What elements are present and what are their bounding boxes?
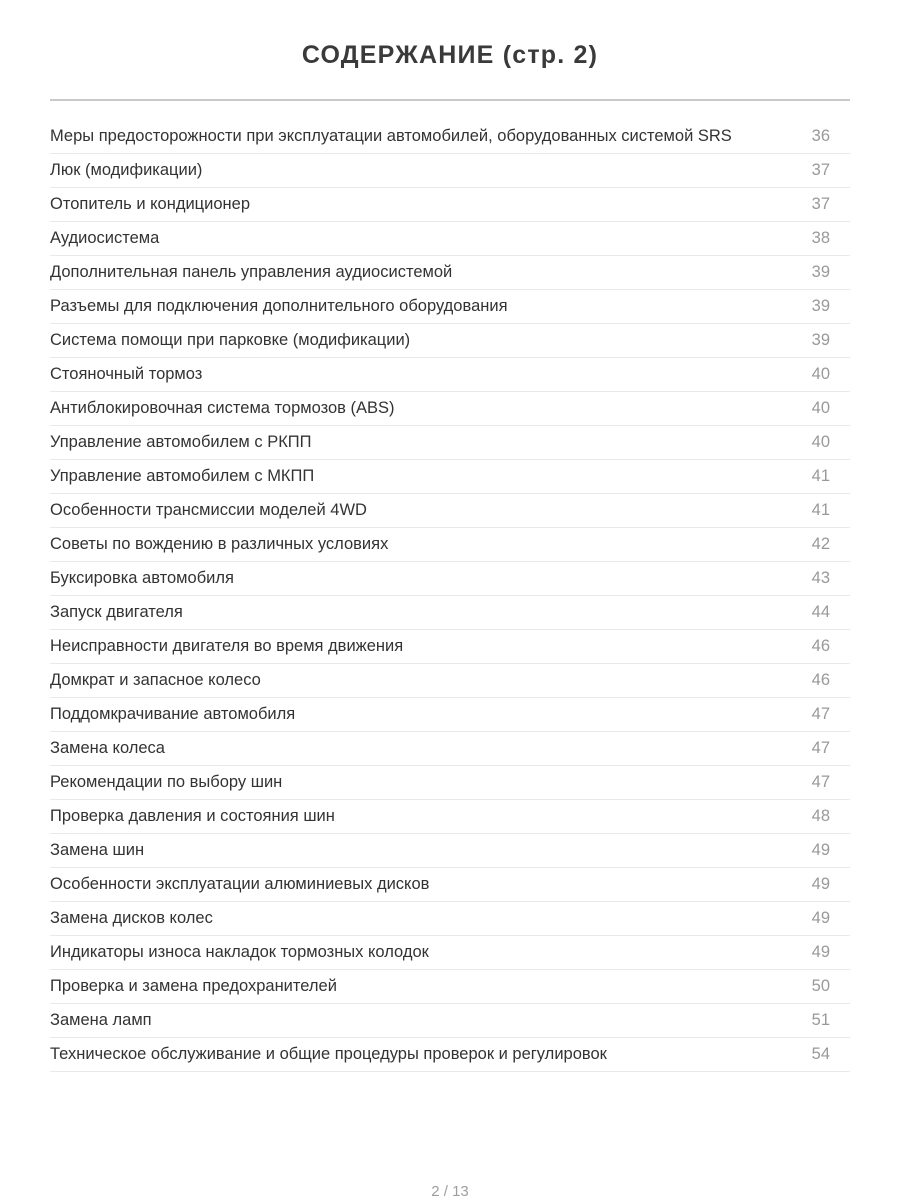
- toc-item-page: 37: [811, 161, 830, 179]
- toc-row: [50, 358, 850, 392]
- toc-row: [50, 1038, 850, 1072]
- toc-item-page: 40: [811, 365, 830, 383]
- toc-item-label: Проверка давления и состояния шин: [50, 807, 335, 825]
- document-page: [0, 42, 900, 1200]
- toc-row: [50, 800, 850, 834]
- toc-item-label: Меры предосторожности при эксплуатации автомобилей, оборудованных системой SRS: [50, 127, 732, 145]
- toc-item-label: Запуск двигателя: [50, 603, 183, 621]
- toc-row: [50, 460, 850, 494]
- toc-row: [50, 732, 850, 766]
- toc-row: [50, 324, 850, 358]
- toc-item-page: 38: [811, 229, 830, 247]
- toc-item-page: 47: [811, 739, 830, 757]
- toc-item-label: Замена ламп: [50, 1011, 152, 1029]
- toc-item-label: Рекомендации по выбору шин: [50, 773, 283, 791]
- toc-item-page: 48: [811, 807, 830, 825]
- title-divider: [50, 99, 850, 101]
- toc-row: [50, 392, 850, 426]
- toc-row: [50, 936, 850, 970]
- toc-item-page: 41: [811, 501, 830, 519]
- toc-item-page: 47: [811, 705, 830, 723]
- toc-item-label: Управление автомобилем с РКПП: [50, 433, 312, 451]
- toc-row: [50, 154, 850, 188]
- toc-item-label: Замена колеса: [50, 739, 165, 757]
- toc-row: [50, 1004, 850, 1038]
- toc-item-label: Поддомкрачивание автомобиля: [50, 705, 296, 723]
- toc-row: [50, 596, 850, 630]
- toc-item-page: 49: [811, 841, 830, 859]
- toc-row: [50, 868, 850, 902]
- toc-item-label: Аудиосистема: [50, 229, 160, 247]
- toc-row: [50, 528, 850, 562]
- toc-row: [50, 766, 850, 800]
- toc-row: [50, 120, 850, 154]
- toc-item-page: 51: [811, 1011, 830, 1029]
- toc-item-label: Антиблокировочная система тормозов (ABS): [50, 399, 395, 417]
- toc-item-label: Отопитель и кондиционер: [50, 195, 250, 213]
- toc-row: [50, 494, 850, 528]
- toc-item-page: 36: [811, 127, 830, 145]
- toc-row: [50, 834, 850, 868]
- toc-item-page: 39: [811, 263, 830, 281]
- toc-item-page: 54: [811, 1045, 830, 1063]
- toc-item-page: 39: [811, 331, 830, 349]
- toc-item-label: Советы по вождению в различных условиях: [50, 535, 389, 553]
- toc-item-label: Особенности трансмиссии моделей 4WD: [50, 501, 367, 519]
- toc-item-page: 50: [811, 977, 830, 995]
- toc-row: [50, 222, 850, 256]
- toc-item-label: Домкрат и запасное колесо: [50, 671, 261, 689]
- toc-row: [50, 256, 850, 290]
- toc-item-label: Дополнительная панель управления аудиосистемой: [50, 263, 453, 281]
- toc-item-label: Люк (модификации): [50, 161, 203, 179]
- toc-item-label: Стояночный тормоз: [50, 365, 203, 383]
- toc-item-label: Особенности эксплуатации алюминиевых дисков: [50, 875, 430, 893]
- toc-item-page: 44: [811, 603, 830, 621]
- toc-item-page: 40: [811, 399, 830, 417]
- toc-item-page: 49: [811, 943, 830, 961]
- toc-item-label: Замена дисков колес: [50, 909, 213, 927]
- toc-item-page: 46: [811, 637, 830, 655]
- toc-item-label: Управление автомобилем с МКПП: [50, 467, 315, 485]
- toc-item-label: Разъемы для подключения дополнительного оборудования: [50, 297, 508, 315]
- toc-row: [50, 630, 850, 664]
- toc-row: [50, 426, 850, 460]
- toc-row: [50, 664, 850, 698]
- toc-item-page: 41: [811, 467, 830, 485]
- toc-row: [50, 970, 850, 1004]
- toc-item-page: 37: [811, 195, 830, 213]
- toc-item-page: 47: [811, 773, 830, 791]
- toc-item-label: Индикаторы износа накладок тормозных колодок: [50, 943, 429, 961]
- toc-row: [50, 188, 850, 222]
- toc-row: [50, 698, 850, 732]
- toc-item-label: Техническое обслуживание и общие процедуры проверок и регулировок: [50, 1045, 607, 1063]
- toc-item-label: Система помощи при парковке (модификации): [50, 331, 411, 349]
- toc-item-page: 42: [811, 535, 830, 553]
- toc-item-page: 40: [811, 433, 830, 451]
- toc-row: [50, 290, 850, 324]
- page-number-indicator: 2 / 13: [431, 1183, 469, 1200]
- toc-list: [50, 120, 850, 1072]
- toc-row: [50, 562, 850, 596]
- toc-item-label: Замена шин: [50, 841, 145, 859]
- toc-item-page: 49: [811, 875, 830, 893]
- toc-item-page: 46: [811, 671, 830, 689]
- page-title: СОДЕРЖАНИЕ (стр. 2): [301, 41, 599, 69]
- toc-item-page: 49: [811, 909, 830, 927]
- toc-item-page: 39: [811, 297, 830, 315]
- toc-item-label: Проверка и замена предохранителей: [50, 977, 337, 995]
- toc-item-label: Неисправности двигателя во время движения: [50, 637, 404, 655]
- toc-item-page: 43: [811, 569, 830, 587]
- toc-row: [50, 902, 850, 936]
- toc-item-label: Буксировка автомобиля: [50, 569, 234, 587]
